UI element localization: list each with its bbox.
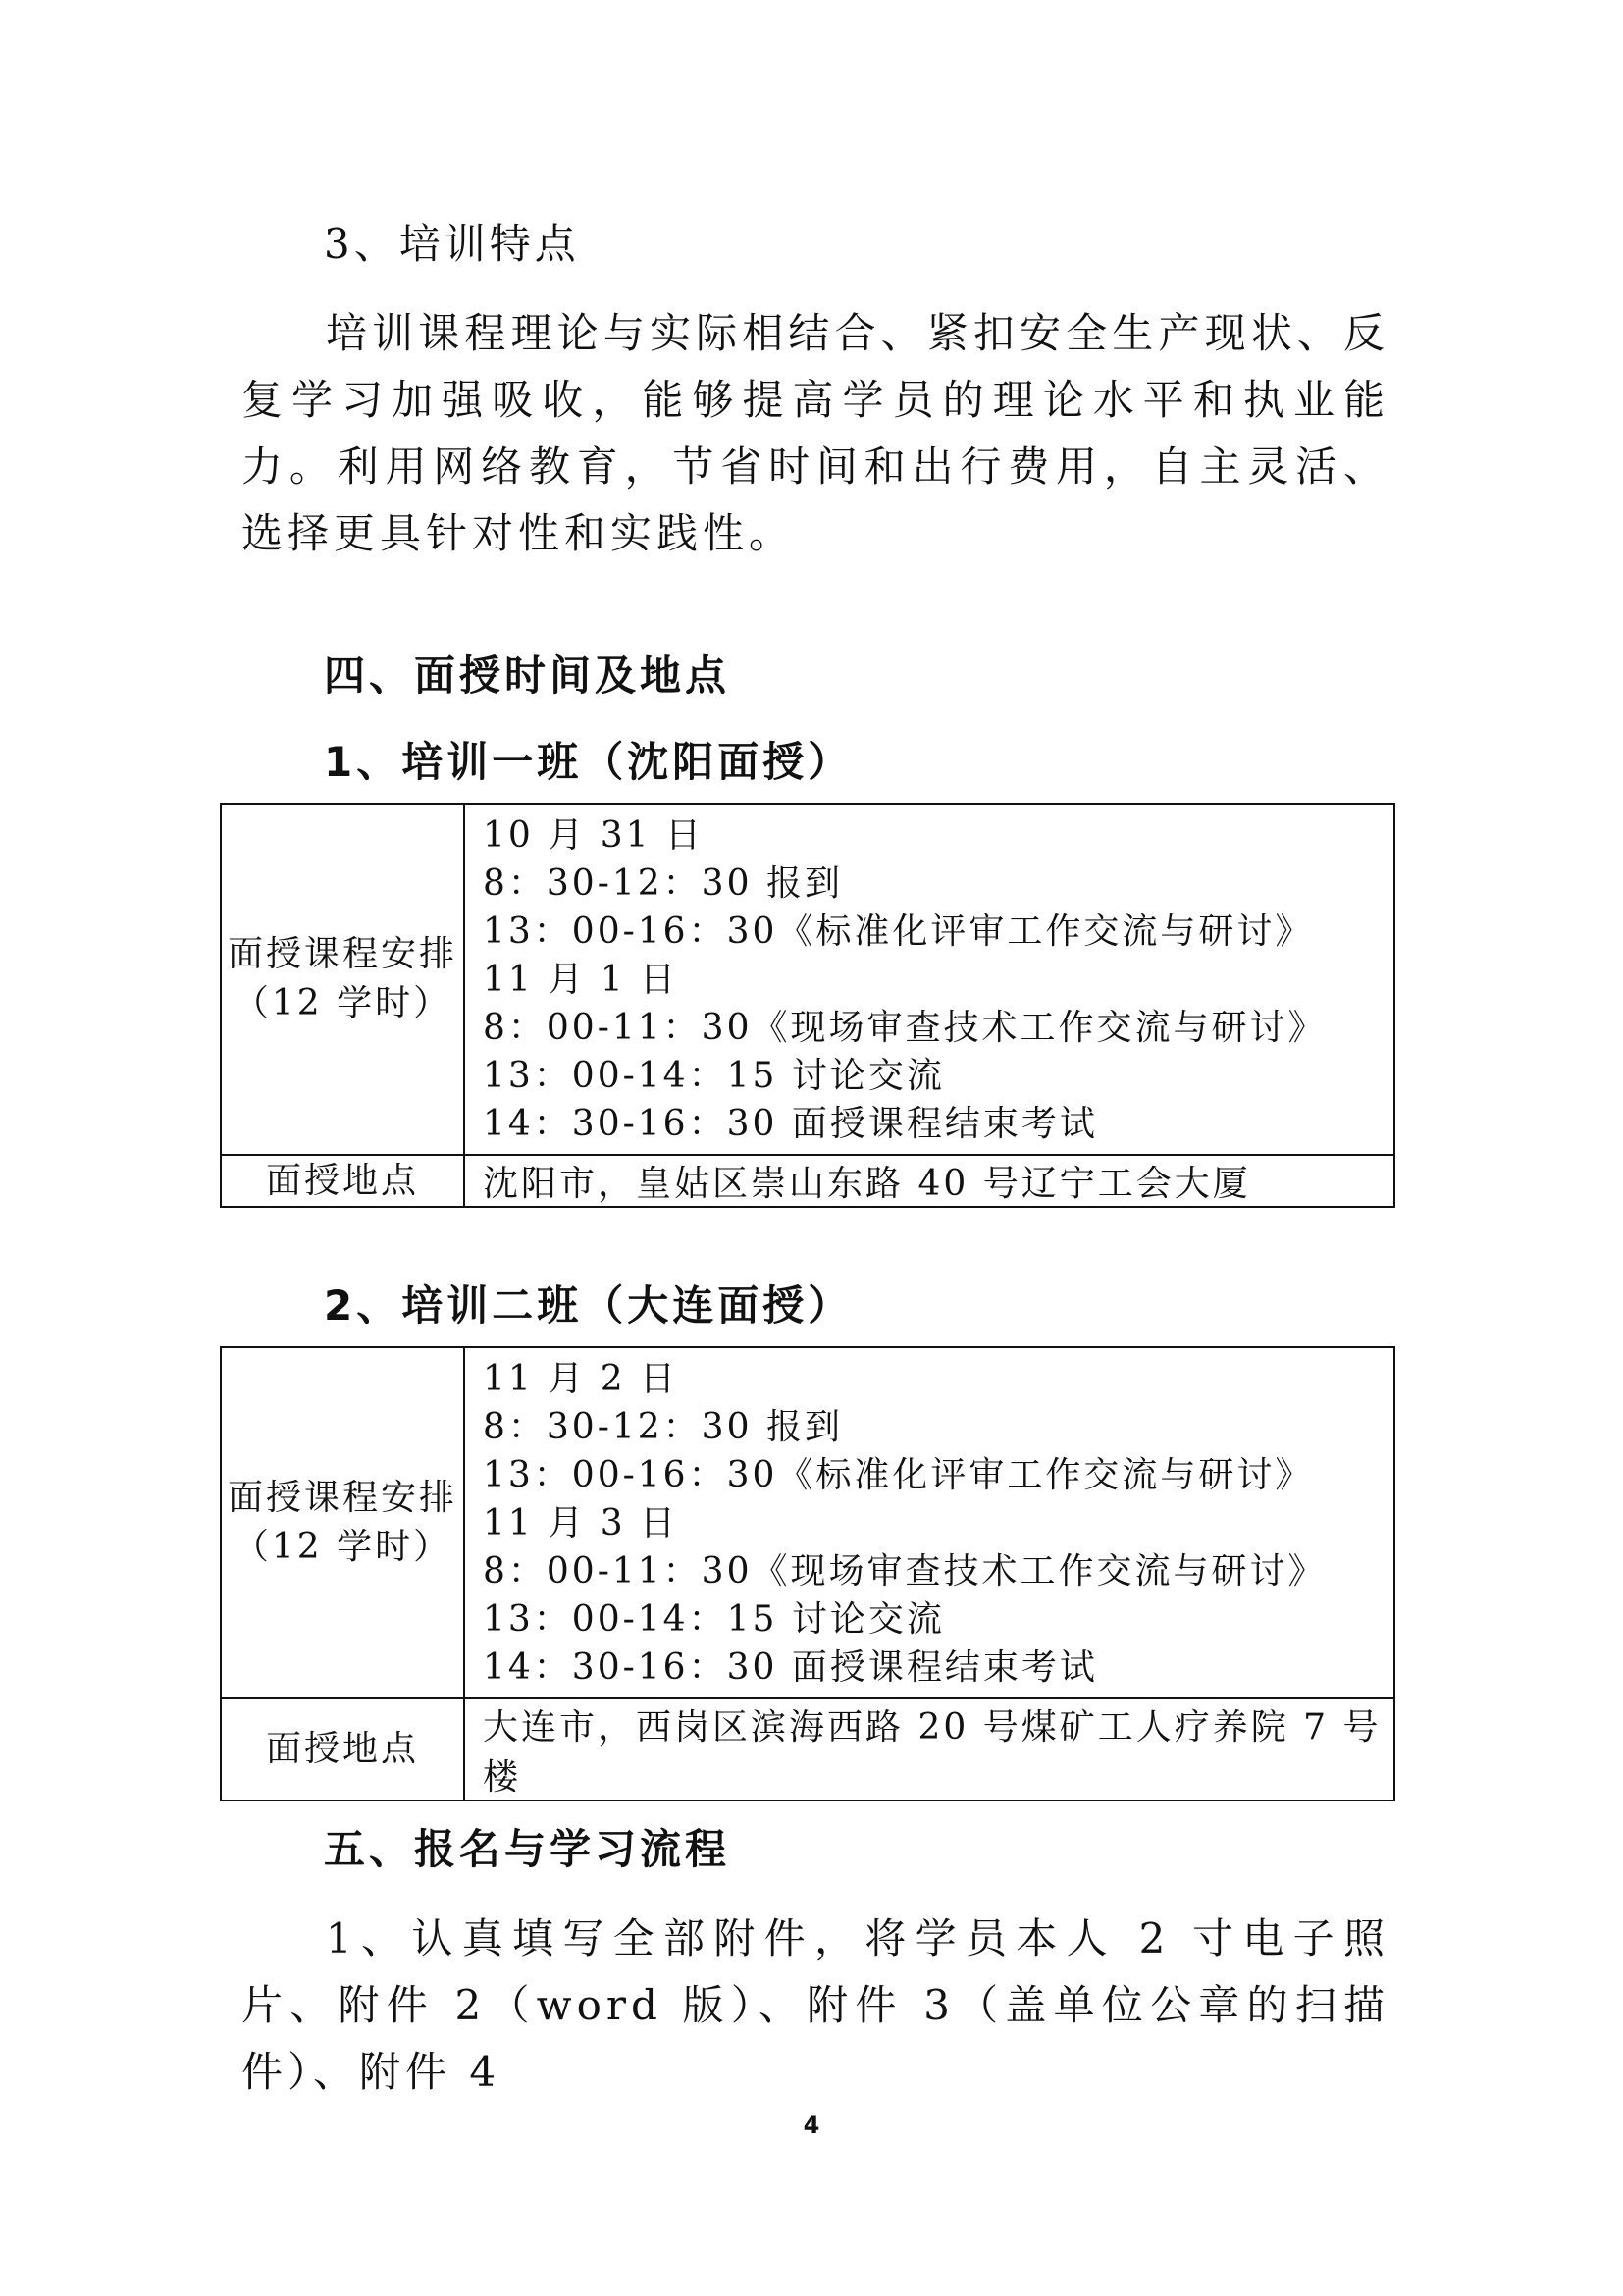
schedule-line: 8：00-11：30《现场审查技术工作交流与研讨》 (483, 1550, 1327, 1592)
schedule-line: 8：30-12：30 报到 (483, 1406, 843, 1447)
location-value: 沈阳市，皇姑区崇山东路 40 号辽宁工会大厦 (464, 1155, 1394, 1207)
schedule-content (464, 804, 1394, 1155)
schedule-line: 11 月 3 日 (483, 1502, 679, 1543)
table-row (221, 1347, 1394, 1698)
schedule-content (464, 1347, 1394, 1698)
section-3-heading: 3、培训特点 (324, 220, 580, 268)
schedule-line: 13：00-16：30《标准化评审工作交流与研讨》 (483, 1454, 1314, 1495)
table-row (221, 804, 1394, 1155)
schedule-line: 13：00-16：30《标准化评审工作交流与研讨》 (483, 911, 1314, 952)
section-4-heading: 四、面授时间及地点 (324, 652, 731, 700)
location-value: 大连市，西岗区滨海西路 20 号煤矿工人疗养院 7 号楼 (464, 1698, 1394, 1800)
class-1-schedule-table (220, 803, 1395, 1208)
schedule-line: 8：00-11：30《现场审查技术工作交流与研讨》 (483, 1007, 1327, 1048)
table-row (221, 1155, 1394, 1207)
section-3-paragraph: 培训课程理论与实际相结合、紧扣安全生产现状、反复学习加强吸收，能够提高学员的理论水平和执业能力。利用网络教育，节省时间和出行费用，自主灵活、选择更具针对性和实践性。 (241, 309, 1389, 557)
schedule-line: 14：30-16：30 面授课程结束考试 (483, 1646, 1098, 1688)
schedule-line: 11 月 1 日 (483, 959, 679, 1000)
class-2-schedule-table (220, 1346, 1395, 1801)
section-5-paragraph: 1、认真填写全部附件，将学员本人 2 寸电子照片、附件 2（word 版）、附件 3（盖单位公章的扫描件）、附件 4 (241, 1914, 1389, 2096)
schedule-line: 13：00-14：15 讨论交流 (483, 1055, 945, 1096)
schedule-line: 13：00-14：15 讨论交流 (483, 1598, 945, 1640)
page-number: 4 (803, 2112, 820, 2139)
class-1-heading: 1、培训一班（沈阳面授） (324, 738, 854, 786)
schedule-line: 14：30-16：30 面授课程结束考试 (483, 1103, 1098, 1144)
location-label: 面授地点 (221, 1155, 464, 1207)
location-label: 面授地点 (221, 1698, 464, 1800)
schedule-label: 面授课程安排（12 学时） (221, 804, 464, 1155)
schedule-line: 10 月 31 日 (483, 814, 704, 856)
schedule-label: 面授课程安排（12 学时） (221, 1347, 464, 1698)
schedule-line: 11 月 2 日 (483, 1358, 679, 1399)
class-2-heading: 2、培训二班（大连面授） (324, 1281, 854, 1330)
section-5-heading: 五、报名与学习流程 (324, 1825, 731, 1873)
schedule-line: 8：30-12：30 报到 (483, 862, 843, 904)
table-row (221, 1698, 1394, 1800)
